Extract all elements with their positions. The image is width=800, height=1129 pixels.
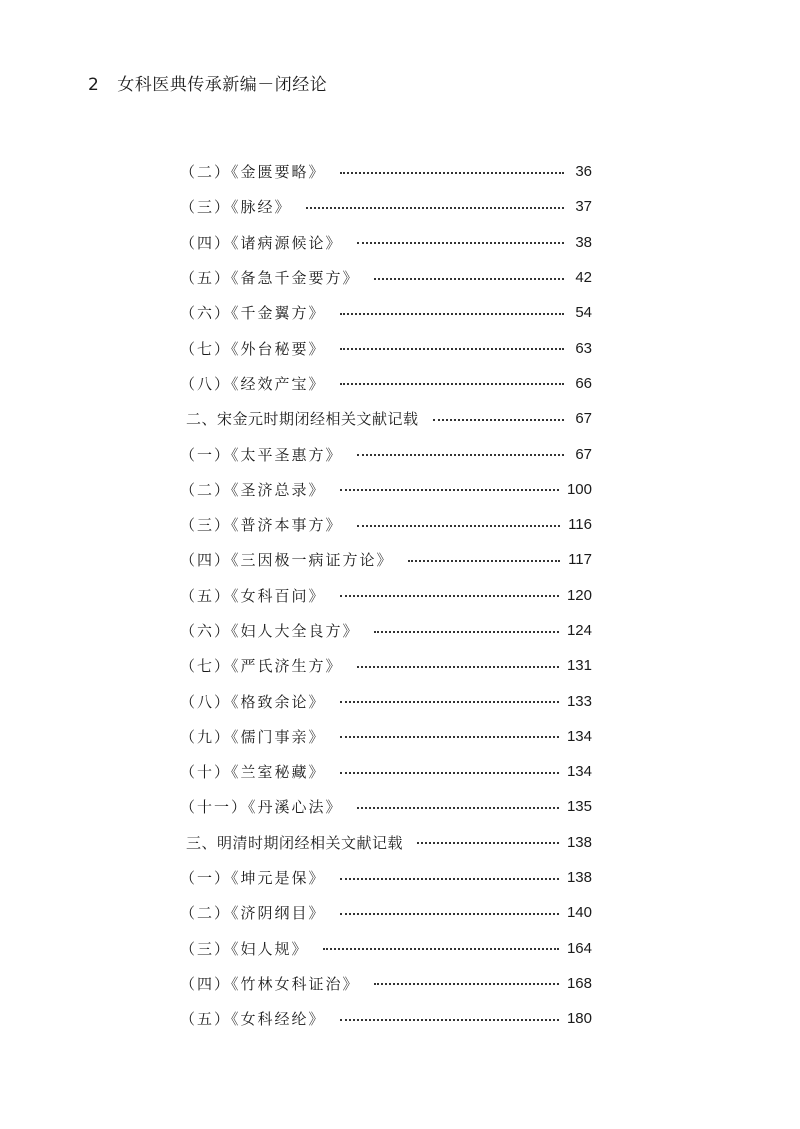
toc-entry-page: 66	[575, 374, 592, 392]
toc-entry-page: 100	[566, 480, 592, 498]
toc-entry-title: （五）《女科经纶》	[180, 1010, 326, 1029]
table-of-contents	[180, 154, 592, 1036]
toc-entry[interactable]	[180, 613, 592, 648]
dot-leader	[357, 666, 559, 668]
toc-entry[interactable]	[180, 436, 592, 471]
dot-leader	[323, 948, 559, 950]
toc-entry-title: （九）《儒门事亲》	[180, 727, 326, 746]
toc-entry-page: 134	[566, 727, 592, 745]
toc-entry[interactable]	[180, 472, 592, 507]
toc-entry-title: （七）《外台秘要》	[180, 339, 326, 358]
toc-entry[interactable]	[180, 295, 592, 330]
toc-entry[interactable]	[180, 366, 592, 401]
dot-leader	[306, 207, 564, 209]
toc-entry-page: 116	[568, 516, 592, 534]
toc-entry-title: 三、明清时期闭经相关文献记载	[186, 833, 404, 852]
toc-entry-title: （八）《经效产宝》	[180, 374, 326, 393]
toc-entry-page: 54	[575, 304, 592, 322]
toc-entry-page: 67	[575, 410, 592, 428]
dot-leader	[340, 348, 564, 350]
toc-entry[interactable]	[180, 507, 592, 542]
toc-entry-page: 67	[575, 445, 592, 463]
toc-entry[interactable]	[180, 754, 592, 789]
toc-entry-page: 63	[575, 339, 592, 357]
dot-leader	[340, 172, 564, 174]
running-header	[88, 70, 327, 95]
toc-entry-title: （五）《备急千金要方》	[180, 269, 360, 288]
toc-entry-page: 140	[566, 904, 592, 922]
toc-entry-title: （四）《三因极一病证方论》	[180, 551, 394, 570]
toc-entry-page: 138	[566, 869, 592, 887]
toc-entry-title: （二）《济阴纲目》	[180, 904, 326, 923]
toc-entry-page: 131	[566, 657, 592, 675]
toc-entry[interactable]	[180, 225, 592, 260]
dot-leader	[374, 983, 559, 985]
toc-entry-page: 164	[566, 939, 592, 957]
toc-section-entry[interactable]	[186, 401, 592, 436]
toc-entry-page: 138	[566, 833, 592, 851]
dot-leader	[340, 736, 559, 738]
toc-entry-title: （六）《妇人大全良方》	[180, 622, 360, 640]
dot-leader	[340, 595, 559, 597]
toc-entry-title: （十）《兰室秘藏》	[180, 763, 326, 782]
dot-leader	[340, 701, 559, 703]
dot-leader	[340, 383, 564, 385]
toc-section-entry[interactable]	[186, 825, 592, 860]
toc-entry[interactable]	[180, 260, 592, 295]
toc-entry-title: （六）《千金翼方》	[180, 304, 326, 323]
dot-leader	[357, 807, 559, 809]
toc-entry[interactable]	[180, 578, 592, 613]
dot-leader	[340, 489, 559, 491]
page-number: 2	[88, 75, 100, 95]
dot-leader	[340, 313, 564, 315]
book-title: 女科医典传承新编－闭经论	[117, 75, 328, 95]
toc-entry-page: 180	[566, 1010, 592, 1028]
toc-entry-title: （一）《太平圣惠方》	[180, 445, 343, 464]
toc-entry-title: （四）《竹林女科证治》	[180, 974, 360, 993]
toc-entry-page: 38	[575, 233, 592, 251]
dot-leader	[417, 842, 559, 844]
toc-entry[interactable]	[180, 719, 592, 754]
toc-entry-title: （七）《严氏济生方》	[180, 657, 343, 676]
toc-entry-title: （五）《女科百问》	[180, 586, 326, 605]
toc-entry-page: 133	[566, 692, 592, 710]
dot-leader	[340, 878, 559, 880]
toc-entry[interactable]	[180, 542, 592, 577]
toc-entry[interactable]	[180, 860, 592, 895]
toc-entry-page: 134	[566, 763, 592, 781]
toc-entry-title: （八）《格致余论》	[180, 692, 326, 711]
toc-entry-page: 36	[575, 163, 592, 181]
toc-entry-title: （二）《金匮要略》	[180, 163, 326, 182]
toc-entry-page: 135	[566, 798, 592, 816]
toc-entry[interactable]	[180, 330, 592, 365]
dot-leader	[357, 525, 561, 527]
dot-leader	[340, 913, 559, 915]
toc-entry-page: 117	[568, 551, 592, 569]
toc-entry[interactable]	[180, 966, 592, 1001]
dot-leader	[340, 772, 559, 774]
toc-entry-title: （四）《诸病源候论》	[180, 233, 343, 252]
dot-leader	[433, 419, 564, 421]
toc-entry-title: （三）《妇人规》	[180, 939, 309, 958]
toc-entry[interactable]	[180, 683, 592, 718]
toc-entry[interactable]	[180, 648, 592, 683]
dot-leader	[374, 278, 564, 280]
toc-entry-page: 42	[575, 269, 592, 287]
toc-entry-title: （十一）《丹溪心法》	[180, 798, 343, 817]
toc-entry-title: （三）《普济本事方》	[180, 516, 343, 535]
toc-entry[interactable]	[180, 895, 592, 930]
toc-entry[interactable]	[180, 1001, 592, 1036]
toc-entry-title: （三）《脉经》	[180, 198, 292, 217]
dot-leader	[357, 242, 564, 244]
toc-entry[interactable]	[180, 189, 592, 224]
toc-entry-title: 二、宋金元时期闭经相关文献记载	[186, 410, 419, 429]
dot-leader	[374, 631, 559, 633]
toc-entry-page: 120	[566, 586, 592, 604]
dot-leader	[340, 1019, 559, 1021]
toc-entry[interactable]	[180, 931, 592, 966]
toc-entry[interactable]	[180, 789, 592, 824]
dot-leader	[408, 560, 561, 562]
toc-entry-title: （一）《坤元是保》	[180, 869, 326, 888]
toc-entry-page: 37	[575, 198, 592, 216]
dot-leader	[357, 454, 564, 456]
toc-entry-page: 124	[566, 622, 592, 639]
toc-entry-title: （二）《圣济总录》	[180, 480, 326, 499]
toc-entry[interactable]	[180, 154, 592, 189]
toc-entry-page: 168	[566, 974, 592, 992]
